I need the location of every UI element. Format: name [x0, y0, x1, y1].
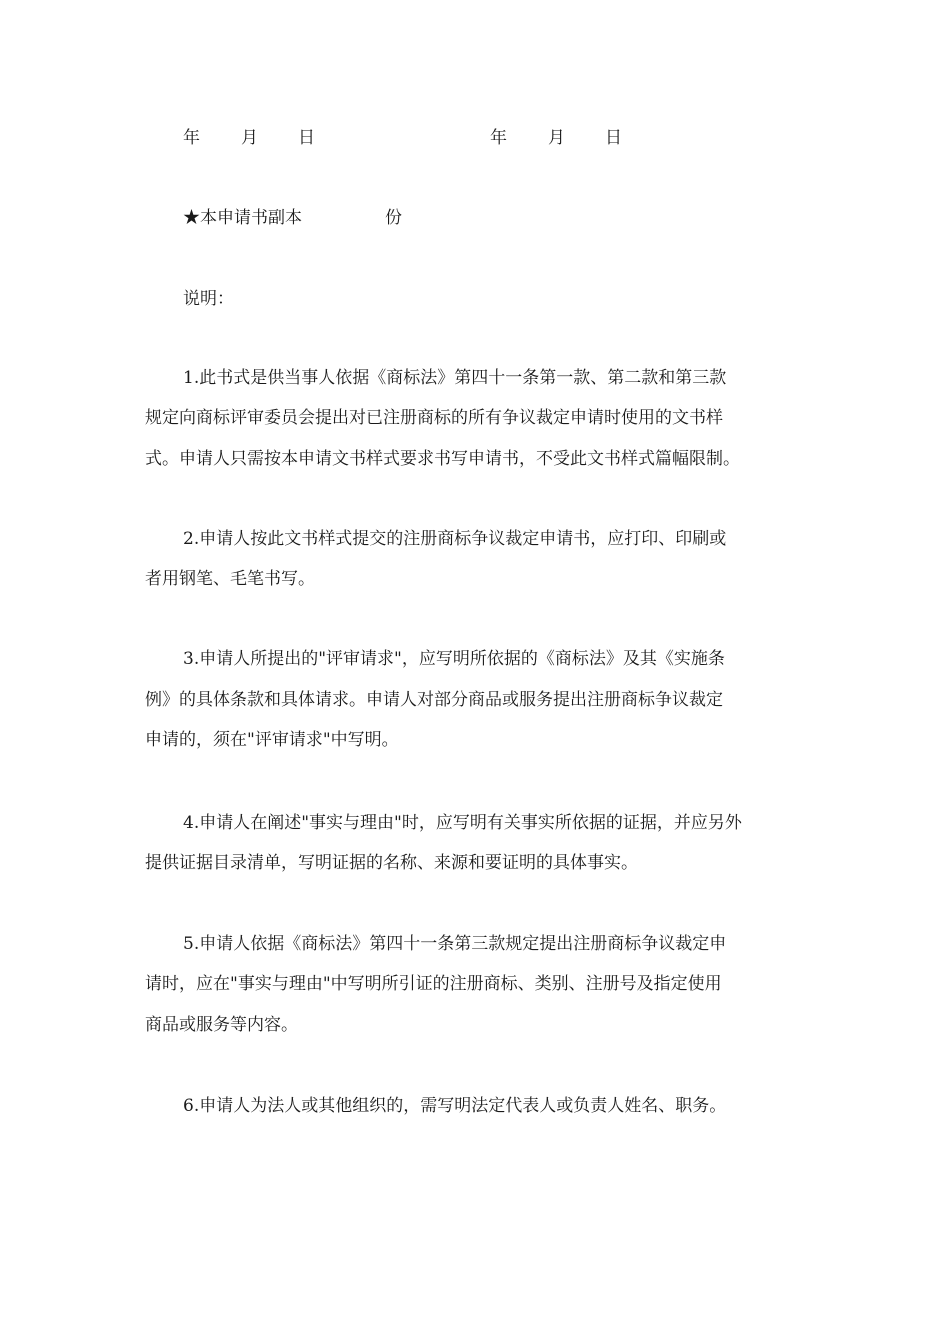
right-date-month: 月 [548, 128, 565, 148]
copies-line [0, 206, 950, 230]
copies-unit: 份 [385, 208, 402, 228]
right-date-day: 日 [605, 128, 622, 148]
left-date-year: 年 [183, 128, 200, 148]
date-row [0, 126, 950, 150]
note-line: 3.申请人所提出的"评审请求"，应写明所依据的《商标法》及其《实施条 [183, 649, 725, 669]
left-date-month: 月 [241, 128, 258, 148]
note-line: 6.申请人为法人或其他组织的，需写明法定代表人或负责人姓名、职务。 [183, 1096, 727, 1116]
note-line: 者用钢笔、毛笔书写。 [145, 569, 315, 589]
note-line: 2.申请人按此文书样式提交的注册商标争议裁定申请书，应打印、印刷或 [183, 529, 727, 549]
right-date-year: 年 [490, 128, 507, 148]
left-date-day: 日 [298, 128, 315, 148]
note-line: 4.申请人在阐述"事实与理由"时，应写明有关事实所依据的证据，并应另外 [183, 813, 742, 833]
notes-heading: 说明： [183, 289, 234, 309]
note-line: 5.申请人依据《商标法》第四十一条第三款规定提出注册商标争议裁定申 [183, 934, 727, 954]
note-line: 商品或服务等内容。 [145, 1015, 298, 1035]
note-line: 例》的具体条款和具体请求。申请人对部分商品或服务提出注册商标争议裁定 [145, 690, 723, 710]
note-line: 1.此书式是供当事人依据《商标法》第四十一条第一款、第二款和第三款 [183, 368, 727, 388]
note-line: 提供证据目录清单，写明证据的名称、来源和要证明的具体事实。 [145, 853, 638, 873]
note-line: 式。申请人只需按本申请文书样式要求书写申请书，不受此文书样式篇幅限制。 [145, 449, 740, 469]
note-line: 规定向商标评审委员会提出对已注册商标的所有争议裁定申请时使用的文书样 [145, 408, 723, 428]
note-line: 请时，应在"事实与理由"中写明所引证的注册商标、类别、注册号及指定使用 [145, 974, 722, 994]
note-line: 申请的，须在"评审请求"中写明。 [145, 730, 399, 750]
copies-label: ★本申请书副本 [183, 208, 302, 228]
